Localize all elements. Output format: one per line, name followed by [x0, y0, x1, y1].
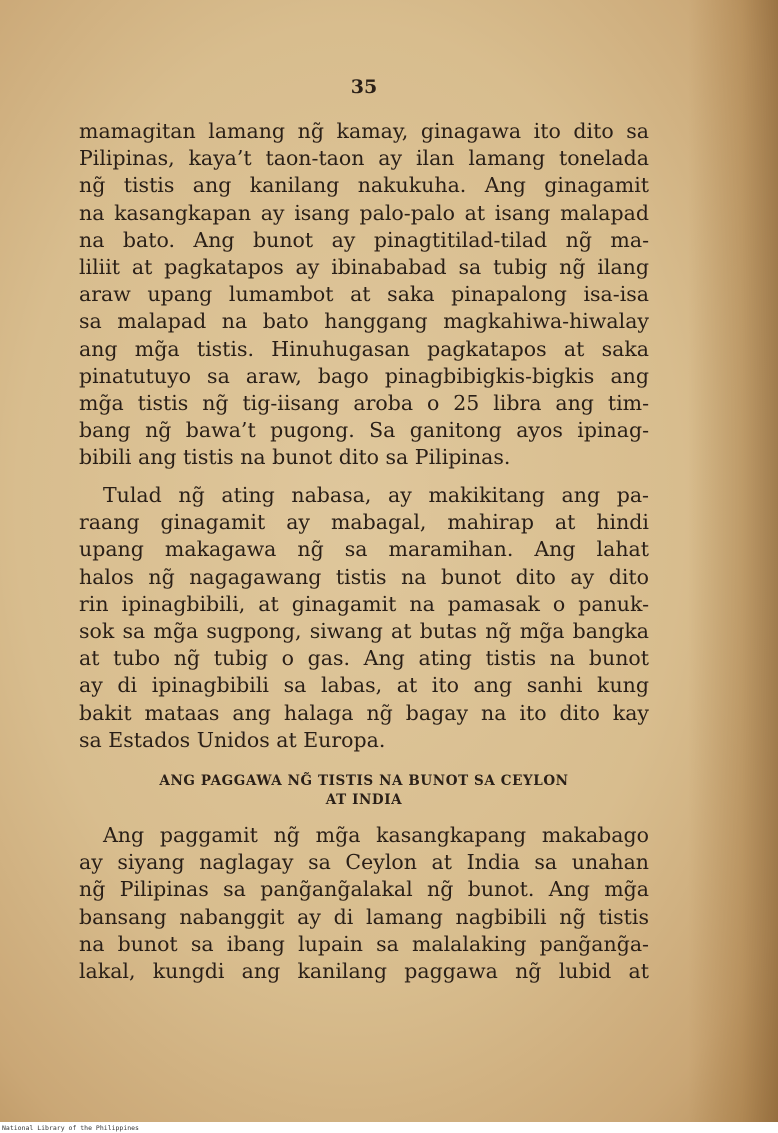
text-line: sok sa mg̃a sugpong, siwang at butas ng̃ mg̃a bangka [79, 618, 649, 643]
library-credit: National Library of the Philippines [2, 1124, 139, 1132]
text-line: mamagitan lamang ng̃ kamay, ginagawa ito dito sa [79, 119, 649, 143]
text-line: lakal, kungdi ang kanilang paggawa ng̃ lubid at [79, 958, 649, 983]
heading-line: AT INDIA [325, 792, 403, 808]
text-line: bakit mataas ang halaga ng̃ bagay na ito dito kay [79, 700, 649, 725]
text-line: ng̃ Pilipinas sa pang̃ang̃alakal ng̃ bunot. Ang mg̃a [79, 877, 649, 902]
text-line: na kasangkapan ay isang palo-palo at isang malapad [79, 200, 649, 225]
text-line: sa malapad na bato hanggang magkahiwa-hiwalay [79, 309, 649, 334]
text-line: at tubo ng̃ tubig o gas. Ang ating tistis na bunot [79, 646, 649, 671]
text-line: na bunot sa ibang lupain sa malalaking pang̃ang̃a- [79, 931, 649, 956]
text-line: Ang paggamit ng̃ mg̃a kasangkapang makabago [103, 823, 649, 847]
section-heading [79, 772, 649, 810]
text-line: bang ng̃ bawa’t pugong. Sa ganitong ayos ipinag- [79, 418, 649, 443]
text-line: sa Estados Unidos at Europa. [79, 727, 386, 752]
text-line: liliit at pagkatapos ay ibinababad sa tubig ng̃ ilang [79, 254, 649, 279]
text-line: mg̃a tistis ng̃ tig-iisang aroba o 25 libra ang tim- [79, 390, 649, 415]
text-line: ay siyang naglagay sa Ceylon at India sa unahan [79, 850, 649, 875]
text-line: ng̃ tistis ang kanilang nakukuha. Ang ginagamit [79, 173, 649, 198]
paragraph-1 [79, 118, 649, 471]
text-line: rin ipinagbibili, at ginagamit na pamasak o panuk- [79, 591, 649, 616]
text-line: ay di ipinagbibili sa labas, at ito ang sanhi kung [79, 673, 649, 698]
text-line: na bato. Ang bunot ay pinagtitilad-tilad ng̃ ma- [79, 227, 649, 252]
text-line: ang mg̃a tistis. Hinuhugasan pagkatapos at saka [79, 336, 649, 361]
page-number: 35 [350, 76, 378, 98]
text-line: Tulad ng̃ ating nabasa, ay makikitang ang pa- [103, 483, 649, 507]
paragraph-2 [79, 482, 649, 754]
text-line: bansang nabanggit ay di lamang nagbibili ng̃ tistis [79, 904, 649, 929]
text-line: raang ginagamit ay mabagal, mahirap at hindi [79, 510, 649, 535]
text-line: upang makagawa ng̃ sa maramihan. Ang lahat [79, 537, 649, 562]
text-line: araw upang lumambot at saka pinapalong isa-isa [79, 282, 649, 307]
text-line: halos ng̃ nagagawang tistis na bunot dito ay dito [79, 564, 649, 589]
text-line: pinatutuyo sa araw, bago pinagbibigkis-bigkis ang [79, 363, 649, 388]
paragraph-3 [79, 822, 649, 985]
text-line: Pilipinas, kaya’t taon-taon ay ilan lamang tonelada [79, 146, 649, 171]
text-line: bibili ang tistis na bunot dito sa Pilipinas. [79, 445, 511, 470]
heading-line: ANG PAGGAWA NG̃ TISTIS NA BUNOT SA CEYLON [159, 773, 569, 789]
